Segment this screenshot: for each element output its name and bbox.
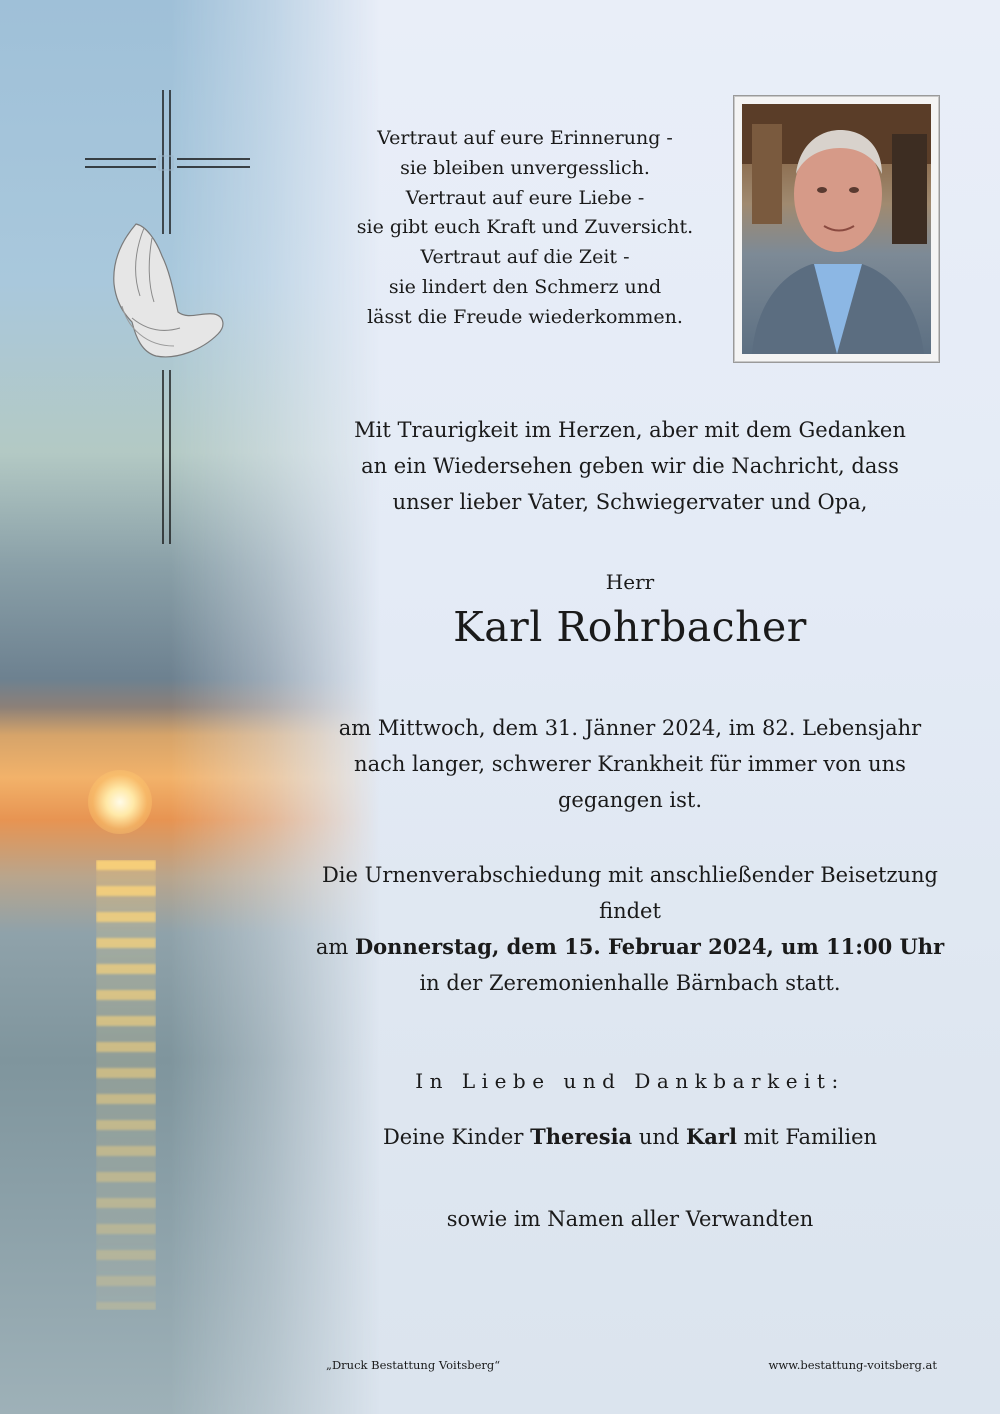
death-line: nach langer, schwerer Krankheit für immer von uns gegangen ist. (354, 752, 906, 812)
kids-prefix: Deine Kinder (382, 1125, 531, 1149)
portrait-figure (742, 104, 931, 354)
thanks-heading: In Liebe und Dankbarkeit: (415, 1069, 845, 1093)
poem-line: Vertraut auf eure Erinnerung - (377, 127, 673, 149)
poem (330, 124, 720, 333)
intro-line: an ein Wiedersehen geben wir die Nachricht, dass (361, 454, 899, 478)
poem-line: Vertraut auf eure Liebe - (405, 186, 645, 209)
sun-reflection (96, 860, 156, 1310)
deceased-name: Karl Rohrbacher (453, 603, 807, 651)
intro-line: Mit Traurigkeit im Herzen, aber mit dem Gedanken (354, 418, 906, 442)
child-name: Theresia (530, 1124, 633, 1149)
funeral-date-line (300, 929, 960, 965)
praying-hands-icon (114, 224, 223, 357)
portrait-photo (742, 104, 931, 354)
funeral-date: Donnerstag, dem 15. Februar 2024, um 11:00 Uhr (354, 934, 945, 959)
portrait-frame (733, 95, 940, 363)
poem-line: sie lindert den Schmerz und (388, 275, 662, 298)
salutation: Herr (605, 570, 655, 594)
kids-middle: und (632, 1125, 687, 1149)
funeral-line: Die Urnenverabschiedung mit anschließender Beisetzung findet (321, 863, 939, 923)
intro-line: unser lieber Vater, Schwiegervater und Opa, (392, 490, 868, 514)
poem-line: sie bleiben unvergesslich. (400, 156, 650, 179)
funeral-details (300, 857, 960, 1001)
cross-icon (84, 88, 254, 548)
death-notice (300, 710, 960, 818)
announcement-intro (300, 412, 960, 520)
kids-suffix: mit Familien (736, 1125, 878, 1149)
sun (88, 770, 152, 834)
mourners-children (300, 1124, 960, 1149)
death-line: am Mittwoch, dem 31. Jänner 2024, im 82. Lebensjahr (338, 716, 922, 740)
poem-line: lässt die Freude wiederkommen. (367, 305, 683, 328)
child-name: Karl (686, 1124, 737, 1149)
funeral-location: in der Zeremonienhalle Bärnbach statt. (419, 971, 841, 995)
poem-line: sie gibt euch Kraft und Zuversicht. (356, 216, 694, 239)
funeral-date-prefix: am (315, 935, 355, 959)
website-link[interactable]: www.bestattung-voitsberg.at (768, 1358, 937, 1372)
printer-credit: „Druck Bestattung Voitsberg“ (326, 1358, 501, 1372)
poem-line: Vertraut auf die Zeit - (420, 246, 630, 269)
mourners-relatives: sowie im Namen aller Verwandten (446, 1207, 814, 1231)
